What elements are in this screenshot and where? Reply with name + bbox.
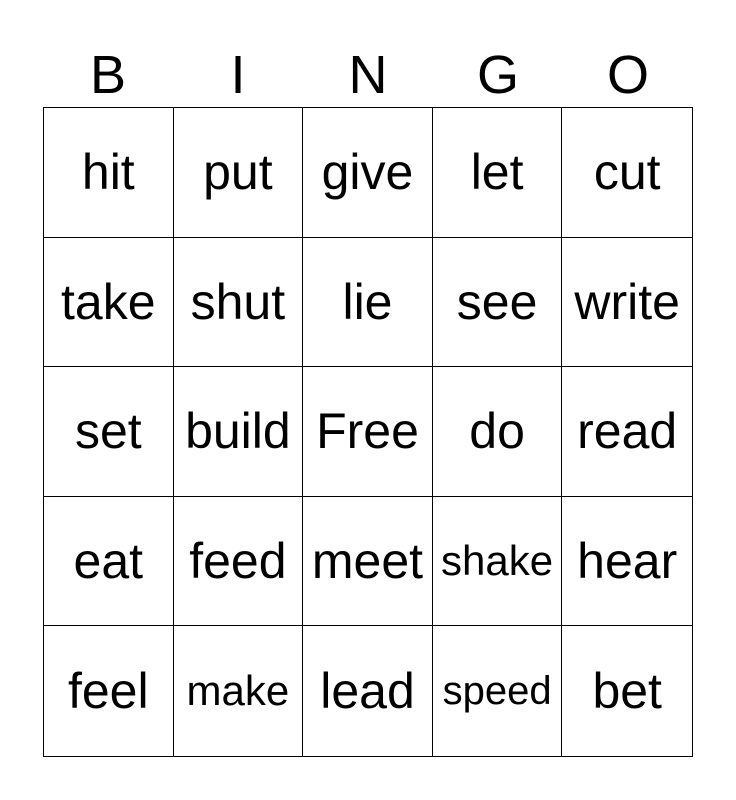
header-letter-g: G — [476, 45, 519, 105]
bingo-header — [43, 42, 693, 108]
bingo-cell: hit — [44, 108, 174, 238]
bingo-cell: do — [433, 367, 563, 497]
bingo-cell: shake — [433, 497, 563, 627]
bingo-cell: set — [44, 367, 174, 497]
bingo-cell: give — [303, 108, 433, 238]
bingo-cell: shut — [174, 238, 304, 368]
bingo-board — [43, 107, 693, 757]
bingo-cell: feel — [44, 626, 174, 756]
bingo-cell: lead — [303, 626, 433, 756]
bingo-cell: let — [433, 108, 563, 238]
bingo-cell: make — [174, 626, 304, 756]
header-letter-i: I — [230, 45, 246, 105]
free-space-cell: Free — [303, 367, 433, 497]
bingo-cell: see — [433, 238, 563, 368]
bingo-cell: write — [562, 238, 692, 368]
bingo-cell: cut — [562, 108, 692, 238]
bingo-cell: hear — [562, 497, 692, 627]
bingo-cell: speed — [433, 626, 563, 756]
header-letter-b: B — [89, 45, 127, 105]
bingo-cell: put — [174, 108, 304, 238]
bingo-cell: lie — [303, 238, 433, 368]
bingo-cell: build — [174, 367, 304, 497]
bingo-cell: take — [44, 238, 174, 368]
header-letter-o: O — [606, 45, 649, 105]
bingo-cell: bet — [592, 663, 662, 720]
bingo-cell: eat — [44, 497, 174, 627]
header-letter-n: N — [348, 45, 388, 105]
bingo-cell: read — [562, 367, 692, 497]
bingo-cell: feed — [174, 497, 304, 627]
bingo-cell: meet — [303, 497, 433, 627]
